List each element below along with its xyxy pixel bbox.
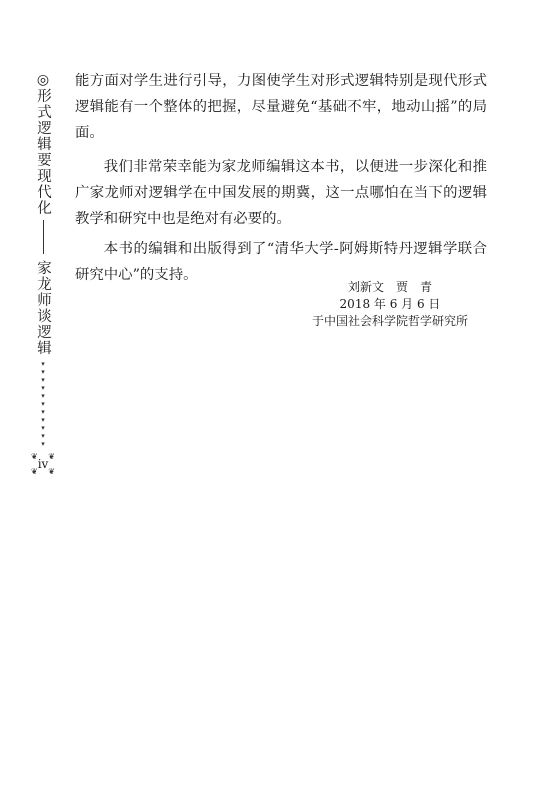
paragraph: 我们非常荣幸能为家龙师编辑这本书，以便进一步深化和推广家龙师对逻辑学在中国发展的期冀，这一点哪怕在当下的逻辑教学和研究中也是绝对有必要的。 [75,159,487,227]
running-head-subtitle: 家龙师谈逻辑 [35,260,51,356]
running-head [33,72,53,476]
ornament-icon: ❦ [31,452,38,461]
signature-date: 2018 年 6 月 6 日 [339,297,441,311]
signature-block [300,279,480,330]
body-text [75,68,487,288]
paragraph: 能方面对学生进行引导，力图使学生对形式逻辑特别是现代形式逻辑能有一个整体的把握，尽量避免“基础不牢，地动山摇”的局面。 [75,73,487,141]
series-mark-icon: ◎ [36,72,50,88]
ornament-icon: ❦ [31,467,38,476]
running-head-divider [43,220,44,254]
ornament-icon: ❦ [48,467,55,476]
signature-place: 于中国社会科学院哲学研究所 [311,314,468,328]
paragraph: 本书的编辑和出版得到了“清华大学-阿姆斯特丹逻辑学联合研究中心”的支持。 [75,241,487,283]
decorative-dots: ▾ ▾ ▾ ▾ ▾ ▾ ▾ ▾ ▾ ▾ ▾ [41,360,45,448]
ornament-icon: ❦ [48,452,55,461]
page-number: iv [37,457,49,471]
page-number-ornament [29,452,57,476]
running-head-title: 形式逻辑要现代化 [35,88,51,216]
author-names: 刘新文 贾 青 [347,280,432,294]
